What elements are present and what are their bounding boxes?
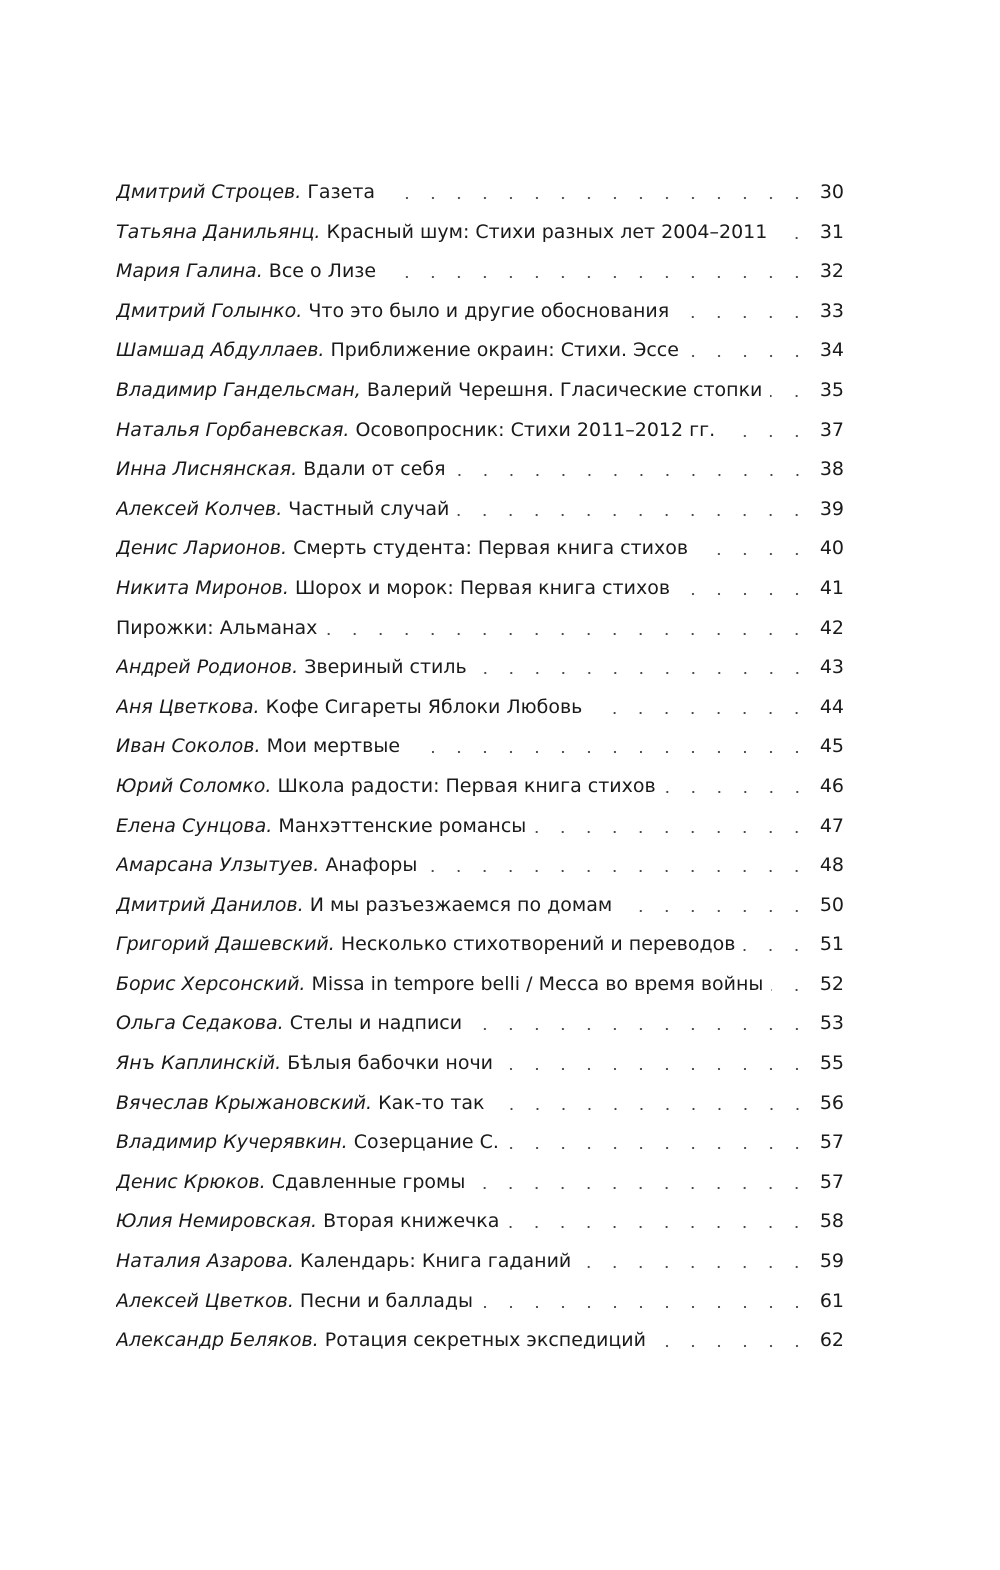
toc-entry-text bbox=[116, 331, 679, 371]
toc-page-number: 34 bbox=[819, 339, 844, 362]
dot-leader bbox=[534, 815, 810, 834]
toc-page-number: 31 bbox=[819, 220, 844, 243]
toc-entry bbox=[116, 173, 844, 213]
toc-page-number: 30 bbox=[819, 181, 844, 203]
toc-page-number: 48 bbox=[819, 854, 844, 877]
dot-leader bbox=[408, 735, 810, 754]
toc-title: Несколько стихотворений и переводов bbox=[340, 933, 736, 956]
toc-entry-text bbox=[116, 371, 762, 411]
dot-leader bbox=[620, 894, 810, 913]
toc-author: Инна Лиснянская. bbox=[116, 458, 298, 481]
toc-entry-text bbox=[116, 252, 376, 292]
toc-title: Вторая книжечка bbox=[323, 1210, 500, 1233]
dot-leader bbox=[383, 181, 810, 200]
toc-title: Валерий Черешня. Гласические стопки bbox=[366, 378, 763, 401]
toc-title: Звериный стиль bbox=[304, 656, 467, 679]
toc-page-number: 46 bbox=[819, 774, 844, 797]
toc-title: Кофе Сигареты Яблоки Любовь bbox=[265, 695, 583, 718]
toc-title: Ротация секретных экспедиций bbox=[324, 1329, 647, 1352]
toc-entry-text bbox=[116, 1044, 493, 1084]
toc-author: Григорий Дашевский. bbox=[116, 933, 335, 956]
toc-page-number: 37 bbox=[819, 418, 844, 441]
dot-leader bbox=[425, 854, 810, 873]
toc-page-number: 40 bbox=[819, 537, 844, 560]
toc-entry bbox=[116, 648, 844, 688]
toc-author: Иван Соколов. bbox=[116, 735, 261, 758]
toc-entry-text bbox=[116, 450, 446, 490]
toc-entry bbox=[116, 965, 844, 1005]
toc-title: Стелы и надписи bbox=[289, 1012, 463, 1035]
toc-entry-text bbox=[116, 1202, 499, 1242]
toc-title: Календарь: Книга гаданий bbox=[299, 1250, 572, 1273]
toc-entry-text bbox=[116, 609, 317, 649]
toc-author: Дмитрий Голынко. bbox=[116, 299, 303, 322]
dot-leader bbox=[457, 498, 810, 517]
toc-author: Денис Крюков. bbox=[116, 1170, 266, 1193]
toc-entry bbox=[116, 1321, 844, 1361]
dot-leader bbox=[771, 973, 810, 992]
toc-entry bbox=[116, 688, 844, 728]
toc-author: Алексей Цветков. bbox=[116, 1289, 294, 1312]
toc-entry-text bbox=[116, 292, 669, 332]
toc-author: Владимир Кучерявкин. bbox=[116, 1131, 348, 1154]
toc-title: Вдали от себя bbox=[303, 458, 446, 481]
toc-entry bbox=[116, 1242, 844, 1282]
toc-entry-text bbox=[116, 727, 400, 767]
toc-page-number: 39 bbox=[819, 497, 844, 520]
toc-page-number: 52 bbox=[819, 972, 844, 995]
toc-entry bbox=[116, 1163, 844, 1203]
dot-leader bbox=[775, 221, 810, 240]
dot-leader bbox=[475, 656, 810, 675]
toc-author: Юрий Соломко. bbox=[116, 774, 272, 797]
toc-entry-text bbox=[116, 1123, 499, 1163]
dot-leader bbox=[470, 1012, 810, 1031]
toc-entry bbox=[116, 807, 844, 847]
toc-title: Пирожки: Альманах bbox=[116, 616, 318, 639]
dot-leader bbox=[481, 1290, 810, 1309]
toc-entry-text bbox=[116, 648, 467, 688]
toc-entry bbox=[116, 529, 844, 569]
dot-leader bbox=[743, 933, 810, 952]
toc-title: Частный случай bbox=[288, 497, 450, 520]
dot-leader bbox=[473, 1171, 810, 1190]
toc-title: Бѣлыя бабочки ночи bbox=[287, 1052, 494, 1075]
toc-author: Дмитрий Данилов. bbox=[116, 893, 304, 916]
toc-entry-text bbox=[116, 173, 375, 213]
toc-author: Янъ Каплинскiй. bbox=[116, 1052, 282, 1075]
toc-entry bbox=[116, 331, 844, 371]
dot-leader bbox=[678, 577, 810, 596]
toc-entry-text bbox=[116, 411, 715, 451]
toc-entry-text bbox=[116, 1242, 571, 1282]
toc-author: Амарсана Улзытуев. bbox=[116, 854, 320, 877]
dot-leader bbox=[723, 419, 810, 438]
toc-page-number: 55 bbox=[819, 1052, 844, 1075]
toc-page-number: 62 bbox=[819, 1329, 844, 1352]
toc-author: Мария Галина. bbox=[116, 260, 263, 283]
toc-entry bbox=[116, 609, 844, 649]
table-of-contents bbox=[116, 173, 844, 1361]
toc-title: Созерцание С. bbox=[353, 1131, 499, 1154]
toc-author: Ольга Седакова. bbox=[116, 1012, 284, 1035]
dot-leader bbox=[507, 1210, 810, 1229]
toc-page-number: 38 bbox=[819, 458, 844, 481]
dot-leader bbox=[687, 339, 810, 358]
dot-leader bbox=[696, 537, 810, 556]
toc-title: Missa in tempore belli / Месса во время войны bbox=[311, 972, 764, 995]
toc-page-number: 44 bbox=[819, 695, 844, 718]
toc-title: Анафоры bbox=[325, 854, 418, 877]
toc-entry-text bbox=[116, 213, 767, 253]
toc-entry bbox=[116, 886, 844, 926]
toc-entry bbox=[116, 371, 844, 411]
toc-author: Александр Беляков. bbox=[116, 1329, 319, 1352]
toc-entry bbox=[116, 411, 844, 451]
toc-title: Что это было и другие обоснования bbox=[308, 299, 670, 322]
toc-entry bbox=[116, 846, 844, 886]
toc-page-number: 57 bbox=[819, 1170, 844, 1193]
toc-entry bbox=[116, 1282, 844, 1322]
toc-entry-text bbox=[116, 1163, 465, 1203]
toc-title: Газета bbox=[307, 181, 376, 203]
toc-entry-text bbox=[116, 1004, 462, 1044]
toc-title: Смерть студента: Первая книга стихов bbox=[293, 537, 689, 560]
toc-author: Дмитрий Строцев. bbox=[116, 181, 302, 203]
toc-entry bbox=[116, 767, 844, 807]
toc-author: Андрей Родионов. bbox=[116, 656, 299, 679]
toc-author: Никита Миронов. bbox=[116, 576, 289, 599]
toc-entry-text bbox=[116, 925, 735, 965]
toc-title: Все о Лизе bbox=[268, 260, 377, 283]
toc-page-number: 50 bbox=[819, 893, 844, 916]
toc-title: Красный шум: Стихи разных лет 2004–2011 bbox=[326, 220, 768, 243]
toc-page-number: 32 bbox=[819, 260, 844, 283]
toc-author: Татьяна Данильянц. bbox=[116, 220, 321, 243]
toc-entry-text bbox=[116, 846, 417, 886]
toc-entry bbox=[116, 213, 844, 253]
toc-title: Как-то так bbox=[378, 1091, 485, 1114]
toc-title: Песни и баллады bbox=[299, 1289, 473, 1312]
toc-title: Осовопросник: Стихи 2011–2012 гг. bbox=[355, 418, 716, 441]
toc-title: Мои мертвые bbox=[266, 735, 401, 758]
dot-leader bbox=[677, 300, 810, 319]
toc-page-number: 56 bbox=[819, 1091, 844, 1114]
toc-author: Шамшад Абдуллаев. bbox=[116, 339, 325, 362]
toc-entry bbox=[116, 292, 844, 332]
toc-author: Денис Ларионов. bbox=[116, 537, 288, 560]
toc-entry-text bbox=[116, 1321, 646, 1361]
dot-leader bbox=[493, 1092, 810, 1111]
toc-page-number: 43 bbox=[819, 656, 844, 679]
toc-author: Борис Херсонский. bbox=[116, 972, 306, 995]
toc-entry-text bbox=[116, 1084, 485, 1124]
toc-entry bbox=[116, 1123, 844, 1163]
toc-title: Шорох и морок: Первая книга стихов bbox=[294, 576, 671, 599]
toc-entry-text bbox=[116, 529, 688, 569]
dot-leader bbox=[654, 1329, 810, 1348]
toc-author: Алексей Колчев. bbox=[116, 497, 283, 520]
toc-entry-text bbox=[116, 807, 526, 847]
toc-entry bbox=[116, 569, 844, 609]
toc-entry bbox=[116, 1202, 844, 1242]
toc-author: Наталья Горбаневская. bbox=[116, 418, 350, 441]
toc-author: Елена Сунцова. bbox=[116, 814, 273, 837]
dot-leader bbox=[579, 1250, 810, 1269]
toc-title: Манхэттенские романсы bbox=[278, 814, 527, 837]
toc-page-number: 33 bbox=[819, 299, 844, 322]
toc-title: И мы разъезжаемся по домам bbox=[309, 893, 613, 916]
toc-entry bbox=[116, 1004, 844, 1044]
toc-page-number: 41 bbox=[819, 576, 844, 599]
toc-page-number: 57 bbox=[819, 1131, 844, 1154]
toc-title: Приближение окраин: Стихи. Эссе bbox=[330, 339, 679, 362]
dot-leader bbox=[384, 260, 810, 279]
toc-entry bbox=[116, 450, 844, 490]
toc-title: Сдавленные громы bbox=[271, 1170, 466, 1193]
dot-leader bbox=[501, 1052, 810, 1071]
toc-page-number: 51 bbox=[819, 933, 844, 956]
toc-author: Владимир Гандельсман, bbox=[116, 378, 361, 401]
toc-entry-text bbox=[116, 965, 763, 1005]
toc-entry-text bbox=[116, 886, 612, 926]
toc-entry-text bbox=[116, 688, 582, 728]
toc-entry-text bbox=[116, 490, 449, 530]
toc-author: Юлия Немировская. bbox=[116, 1210, 318, 1233]
toc-entry bbox=[116, 252, 844, 292]
dot-leader bbox=[664, 775, 810, 794]
toc-title: Школа радости: Первая книга стихов bbox=[277, 774, 656, 797]
toc-page-number: 45 bbox=[819, 735, 844, 758]
toc-page-number: 58 bbox=[819, 1210, 844, 1233]
dot-leader bbox=[507, 1131, 810, 1150]
toc-page-number: 42 bbox=[819, 616, 844, 639]
toc-entry bbox=[116, 1044, 844, 1084]
toc-author: Аня Цветкова. bbox=[116, 695, 260, 718]
dot-leader bbox=[770, 379, 810, 398]
toc-author: Наталия Азарова. bbox=[116, 1250, 294, 1273]
dot-leader bbox=[325, 617, 810, 636]
toc-page-number: 59 bbox=[819, 1250, 844, 1273]
toc-entry-text bbox=[116, 569, 670, 609]
toc-page-number: 61 bbox=[819, 1289, 844, 1312]
dot-leader bbox=[590, 696, 810, 715]
toc-page-number: 35 bbox=[819, 378, 844, 401]
toc-entry bbox=[116, 925, 844, 965]
toc-entry bbox=[116, 490, 844, 530]
toc-entry-text bbox=[116, 1282, 473, 1322]
toc-entry bbox=[116, 1084, 844, 1124]
dot-leader bbox=[454, 458, 810, 477]
toc-author: Вячеслав Крыжановский. bbox=[116, 1091, 373, 1114]
toc-entry bbox=[116, 727, 844, 767]
toc-page-number: 53 bbox=[819, 1012, 844, 1035]
toc-page-number: 47 bbox=[819, 814, 844, 837]
toc-entry-text bbox=[116, 767, 656, 807]
